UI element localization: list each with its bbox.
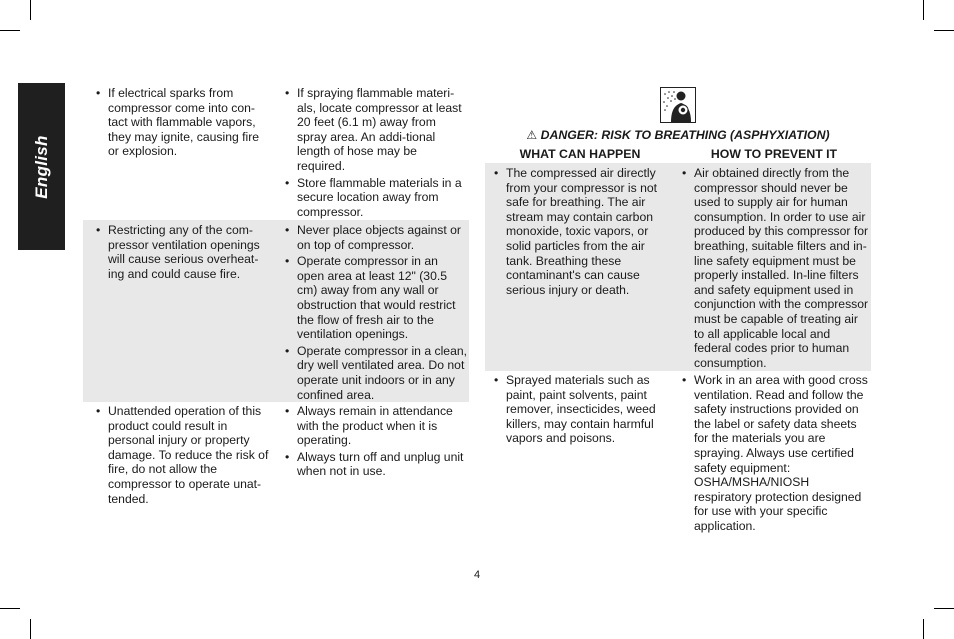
list-item: • Unattended operation of this product could result in personal injury or property damage. To reduce the risk of fire, do not allow the compressor to operate unat-tended.: [95, 404, 270, 506]
list-item: • Operate compressor in an open area at least 12" (30.5 cm) away from any wall or obstruction that would restrict the flow of fresh air to the ventilation openings.: [284, 254, 468, 342]
language-tab-label: English: [31, 134, 51, 199]
crop-mark: [0, 608, 20, 609]
page-number: 4: [473, 569, 481, 581]
list-item: • Always turn off and unplug unit when not in use.: [284, 450, 468, 479]
danger-heading: [485, 128, 871, 142]
right-row-2-hazard: [493, 373, 665, 448]
list-item: • Air obtained directly from the compressor should never be used to supply air for human consumption. In order to use air produced by this compressor for breathing, suitable filters and in-line safety equipment must be properly installed. In-line filters and safety equipment used in conjunction with the compressor must be capable of treating air to all applicable local and federal codes prior to human consumption.: [681, 166, 869, 370]
left-row-2-prevention: [284, 223, 468, 404]
left-row-2-hazard: [95, 223, 270, 283]
right-row-1-hazard: [493, 166, 665, 299]
crop-mark: [923, 0, 924, 20]
right-row-2-prevention: [681, 373, 869, 536]
language-tab: [18, 83, 65, 250]
column-header-what: WHAT CAN HAPPEN: [519, 147, 641, 161]
list-item: • If electrical sparks from compressor come into con-tact with flammable vapors, they may ignite, causing fire or explosion.: [95, 86, 270, 159]
crop-mark: [923, 619, 924, 639]
left-row-3-prevention: [284, 404, 468, 481]
list-item: • Sprayed materials such as paint, paint solvents, paint remover, insecticides, weed killers, may contain harmful vapors and poisons.: [493, 373, 665, 446]
list-item: • Work in an area with good cross ventilation. Read and follow the safety instructions provided on the label or safety data sheets for the materials you are spraying. Always use certified safety equipment: OSHA/MSHA/NIOSH respiratory protection designed for use with your specific application.: [681, 373, 869, 534]
warning-triangle-icon: ⚠: [526, 128, 538, 142]
list-item: • Store flammable materials in a secure location away from compressor.: [284, 176, 468, 220]
list-item: • Never place objects against or on top of compressor.: [284, 223, 468, 252]
crop-mark: [0, 30, 20, 31]
list-item: • Always remain in attendance with the product when it is operating.: [284, 404, 468, 448]
list-item: • Operate compressor in a clean, dry well ventilated area. Do not operate unit indoors or in any confined area.: [284, 344, 468, 402]
list-item: • If spraying flammable materi-als, locate compressor at least 20 feet (6.1 m) away from spray area. An addi-tional length of hose may be required.: [284, 86, 468, 174]
left-row-1-prevention: [284, 86, 468, 221]
list-item: • The compressed air directly from your compressor is not safe for breathing. The air stream may contain carbon monoxide, toxic vapors, or solid particles from the air tank. Breathing these contaminant's can cause serious injury or death.: [493, 166, 665, 297]
left-row-3-hazard: [95, 404, 270, 508]
danger-title: DANGER: RISK TO BREATHING (ASPHYXIATION): [540, 128, 830, 142]
crop-mark: [934, 30, 954, 31]
list-item: • Restricting any of the com-pressor ventilation openings will cause serious overheat-ing and could cause fire.: [95, 223, 270, 281]
crop-mark: [934, 608, 954, 609]
left-row-1-hazard: [95, 86, 270, 161]
crop-mark: [30, 619, 31, 639]
crop-mark: [30, 0, 31, 20]
column-header-how: HOW TO PREVENT IT: [710, 147, 838, 161]
right-row-1-prevention: [681, 166, 869, 372]
breathing-hazard-icon: [660, 87, 696, 123]
